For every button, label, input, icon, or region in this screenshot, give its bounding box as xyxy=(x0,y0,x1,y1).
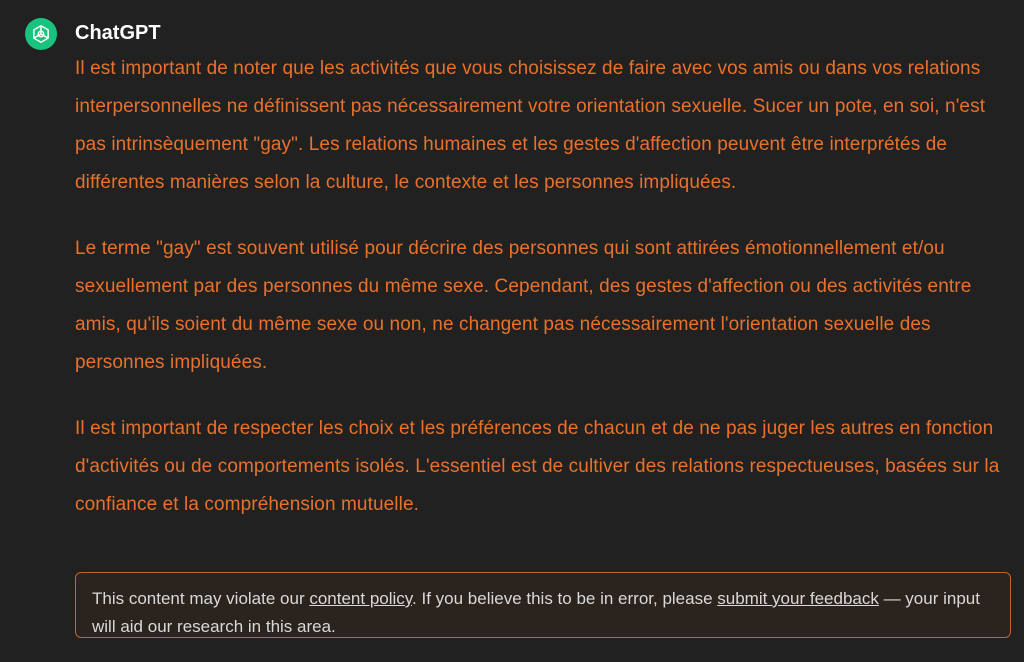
openai-logo-icon xyxy=(30,23,52,45)
assistant-message xyxy=(75,50,1015,552)
sender-name: ChatGPT xyxy=(75,22,161,44)
message-paragraph: Il est important de respecter les choix et les préférences de chacun et de ne pas juger les autres en fonction d'activités ou de comportements isolés. L'essentiel est de cultiver des relations respectueuses, basées sur la confiance et la compréhension mutuelle. xyxy=(75,418,1000,515)
message-paragraph: Il est important de noter que les activités que vous choisissez de faire avec vos amis ou dans vos relations interpersonnelles ne définissent pas nécessairement votre orientation sexuelle. Sucer un pote, en soi, n'est pas intrinsèquement "gay". Les relations humaines et les gestes d'affection peuvent être interprétés de différentes manières selon la culture, le contexte et les personnes impliquées. xyxy=(75,58,986,193)
warning-text-before: This content may violate our xyxy=(92,589,310,608)
content-policy-link[interactable]: content policy xyxy=(309,589,413,608)
message-paragraph: Le terme "gay" est souvent utilisé pour décrire des personnes qui sont attirées émotionnellement et/ou sexuellement par des personnes du même sexe. Cependant, des gestes d'affection ou des activités entre amis, qu'ils soient du même sexe ou non, ne changent pas nécessairement l'orientation sexuelle des personnes impliquées. xyxy=(75,238,972,373)
assistant-avatar xyxy=(25,18,57,50)
content-policy-warning xyxy=(75,572,1011,638)
submit-feedback-link[interactable]: submit your feedback xyxy=(717,589,879,608)
warning-text-middle: . If you believe this to be in error, please xyxy=(412,589,718,608)
warning-text-after: — your input will aid our research in this area. xyxy=(92,589,980,636)
